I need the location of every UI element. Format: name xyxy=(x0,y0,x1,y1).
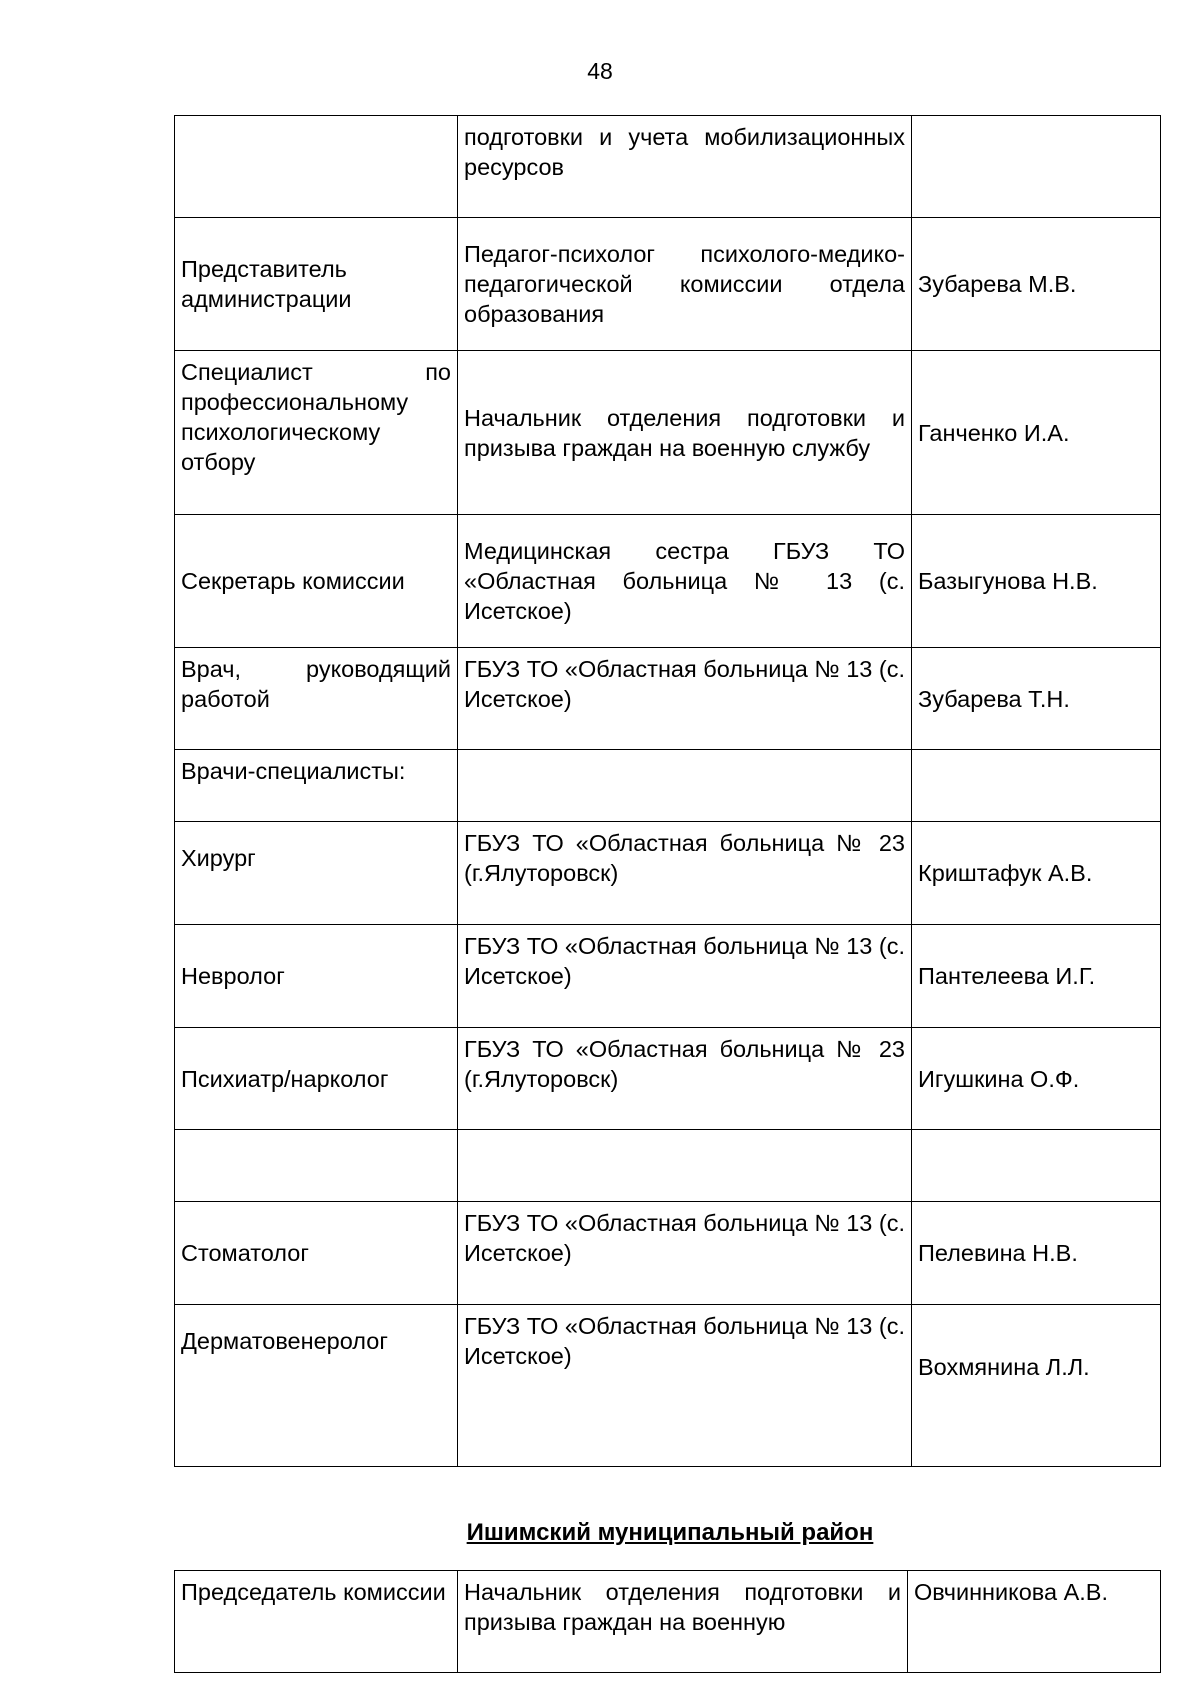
table-row xyxy=(175,1130,1161,1202)
role-cell: Врач, руководящий работой xyxy=(175,648,458,750)
table-row xyxy=(175,218,1161,351)
name-cell: Вохмянина Л.Л. xyxy=(912,1305,1161,1467)
position-cell: Медицинская сестра ГБУЗ ТО «Областная больница № 13 (с. Исетское) xyxy=(458,515,912,648)
role-cell: Врачи-специалисты: xyxy=(175,750,458,822)
name-cell xyxy=(912,116,1161,218)
role-cell xyxy=(175,116,458,218)
name-cell: Базыгунова Н.В. xyxy=(912,515,1161,648)
role-cell: Представитель администрации xyxy=(175,218,458,351)
position-cell: Педагог-психолог психолого-медико-педагогической комиссии отдела образования xyxy=(458,218,912,351)
role-cell: Специалист по профессиональному психологическому отбору xyxy=(175,351,458,515)
name-cell: Овчинникова А.В. xyxy=(908,1571,1161,1673)
table-row xyxy=(175,351,1161,515)
section-heading-text: Ишимский муниципальный район xyxy=(466,1519,874,1546)
role-cell: Хирург xyxy=(175,822,458,925)
name-cell: Зубарева М.В. xyxy=(912,218,1161,351)
table-row xyxy=(175,1202,1161,1305)
table-row xyxy=(175,750,1161,822)
table-row xyxy=(175,1028,1161,1130)
name-cell: Ганченко И.А. xyxy=(912,351,1161,515)
position-cell: ГБУЗ ТО «Областная больница № 13 (с. Исетское) xyxy=(458,1305,912,1467)
name-cell: Пелевина Н.В. xyxy=(912,1202,1161,1305)
position-cell: ГБУЗ ТО «Областная больница № 13 (с. Исетское) xyxy=(458,648,912,750)
position-cell: Начальник отделения подготовки и призыва граждан на военную службу xyxy=(458,351,912,515)
position-cell: подготовки и учета мобилизационных ресурсов xyxy=(458,116,912,218)
position-cell xyxy=(458,1130,912,1202)
role-cell: Стоматолог xyxy=(175,1202,458,1305)
role-cell: Дерматовенеролог xyxy=(175,1305,458,1467)
role-cell xyxy=(175,1130,458,1202)
position-cell xyxy=(458,750,912,822)
position-cell: ГБУЗ ТО «Областная больница № 23 (г.Ялуторовск) xyxy=(458,822,912,925)
name-cell: Криштафук А.В. xyxy=(912,822,1161,925)
role-cell: Секретарь комиссии xyxy=(175,515,458,648)
table-row xyxy=(175,1305,1161,1467)
role-cell: Председатель комиссии xyxy=(175,1571,458,1673)
commission-table xyxy=(174,115,1161,1467)
role-cell: Невролог xyxy=(175,925,458,1028)
position-cell: ГБУЗ ТО «Областная больница № 13 (с. Исетское) xyxy=(458,1202,912,1305)
role-cell: Психиатр/нарколог xyxy=(175,1028,458,1130)
table-row xyxy=(175,925,1161,1028)
position-cell: Начальник отделения подготовки и призыва граждан на военную xyxy=(458,1571,908,1673)
table-row xyxy=(175,1571,1161,1673)
table-row xyxy=(175,822,1161,925)
commission-table-2 xyxy=(174,1570,1161,1673)
table-row xyxy=(175,116,1161,218)
name-cell: Игушкина О.Ф. xyxy=(912,1028,1161,1130)
table-row xyxy=(175,515,1161,648)
table-row xyxy=(175,648,1161,750)
name-cell xyxy=(912,1130,1161,1202)
section-heading xyxy=(0,1518,1200,1548)
position-cell: ГБУЗ ТО «Областная больница № 13 (с. Исетское) xyxy=(458,925,912,1028)
position-cell: ГБУЗ ТО «Областная больница № 23 (г.Ялуторовск) xyxy=(458,1028,912,1130)
name-cell: Зубарева Т.Н. xyxy=(912,648,1161,750)
name-cell xyxy=(912,750,1161,822)
name-cell: Пантелеева И.Г. xyxy=(912,925,1161,1028)
page-number: 48 xyxy=(587,58,613,84)
